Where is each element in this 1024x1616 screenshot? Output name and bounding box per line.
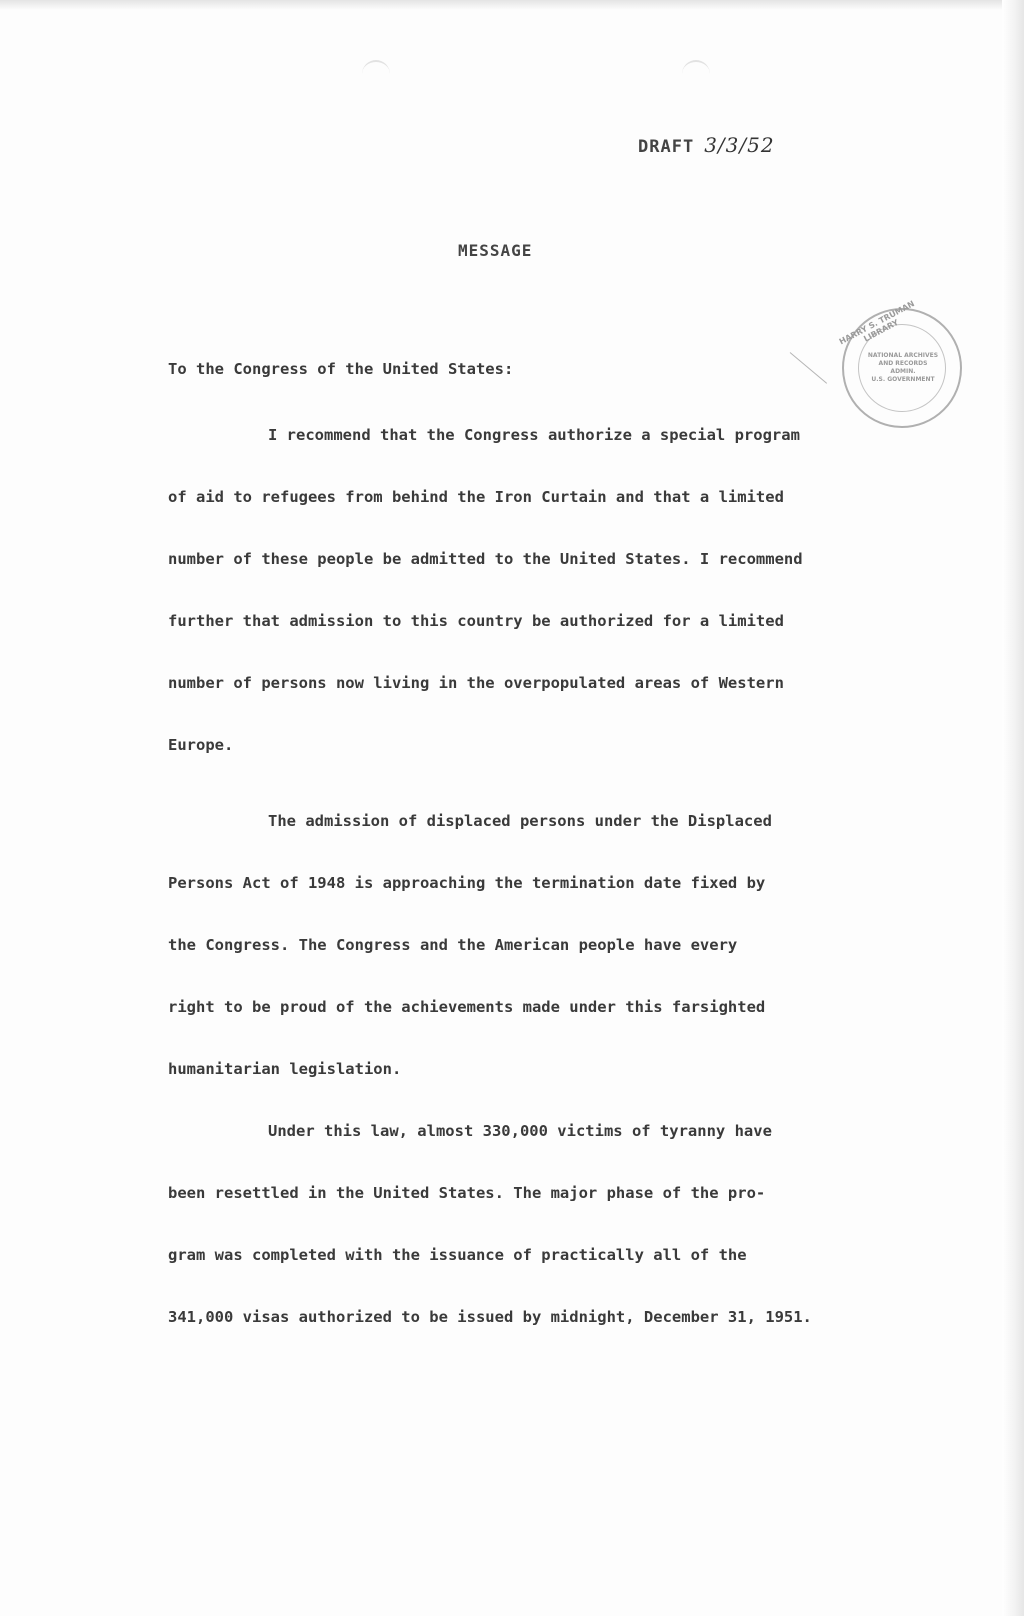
paragraph-line: right to be proud of the achievements made under this farsighted <box>168 998 766 1016</box>
draft-date: 3/3/52 <box>704 133 775 157</box>
paragraph-line: Europe. <box>168 736 234 754</box>
paragraph-line: number of these people be admitted to the United States. I recommend <box>168 550 803 568</box>
punch-hole-right <box>682 60 710 76</box>
paragraph-line: 341,000 visas authorized to be issued by midnight, December 31, 1951. <box>168 1308 812 1326</box>
document-heading: MESSAGE <box>458 241 533 260</box>
draft-label: DRAFT <box>638 137 695 157</box>
paragraph-line: further that admission to this country be authorized for a limited <box>168 612 784 630</box>
paper-right-edge <box>1002 0 1024 1616</box>
punch-hole-left <box>362 60 390 76</box>
salutation: To the Congress of the United States: <box>168 360 514 378</box>
paragraph-line: of aid to refugees from behind the Iron Curtain and that a limited <box>168 488 784 506</box>
archive-stamp <box>837 299 962 428</box>
paragraph-line: humanitarian legislation. <box>168 1060 402 1078</box>
pencil-mark <box>790 352 827 384</box>
draft-header <box>638 133 775 157</box>
paragraph-line: Under this law, almost 330,000 victims of tyranny have <box>268 1122 772 1140</box>
paragraph-line: the Congress. The Congress and the American people have every <box>168 936 738 954</box>
stamp-ring-text: HARRY S. TRUMAN LIBRARY <box>837 299 917 347</box>
paragraph-line: been resettled in the United States. The major phase of the pro- <box>168 1184 766 1202</box>
stamp-center-line: NATIONAL ARCHIVES AND RECORDS ADMIN. <box>867 352 939 375</box>
paragraph-line: Persons Act of 1948 is approaching the termination date fixed by <box>168 874 766 892</box>
stamp-bottom-line: U.S. GOVERNMENT <box>871 376 935 383</box>
paragraph-line: The admission of displaced persons under the Displaced <box>268 812 772 830</box>
paragraph-line: number of persons now living in the overpopulated areas of Western <box>168 674 784 692</box>
paragraph-line: I recommend that the Congress authorize a special program <box>268 426 800 444</box>
stamp-center-text <box>866 352 940 384</box>
paragraph-line: gram was completed with the issuance of practically all of the <box>168 1246 747 1264</box>
paper-top-edge <box>0 0 1024 10</box>
